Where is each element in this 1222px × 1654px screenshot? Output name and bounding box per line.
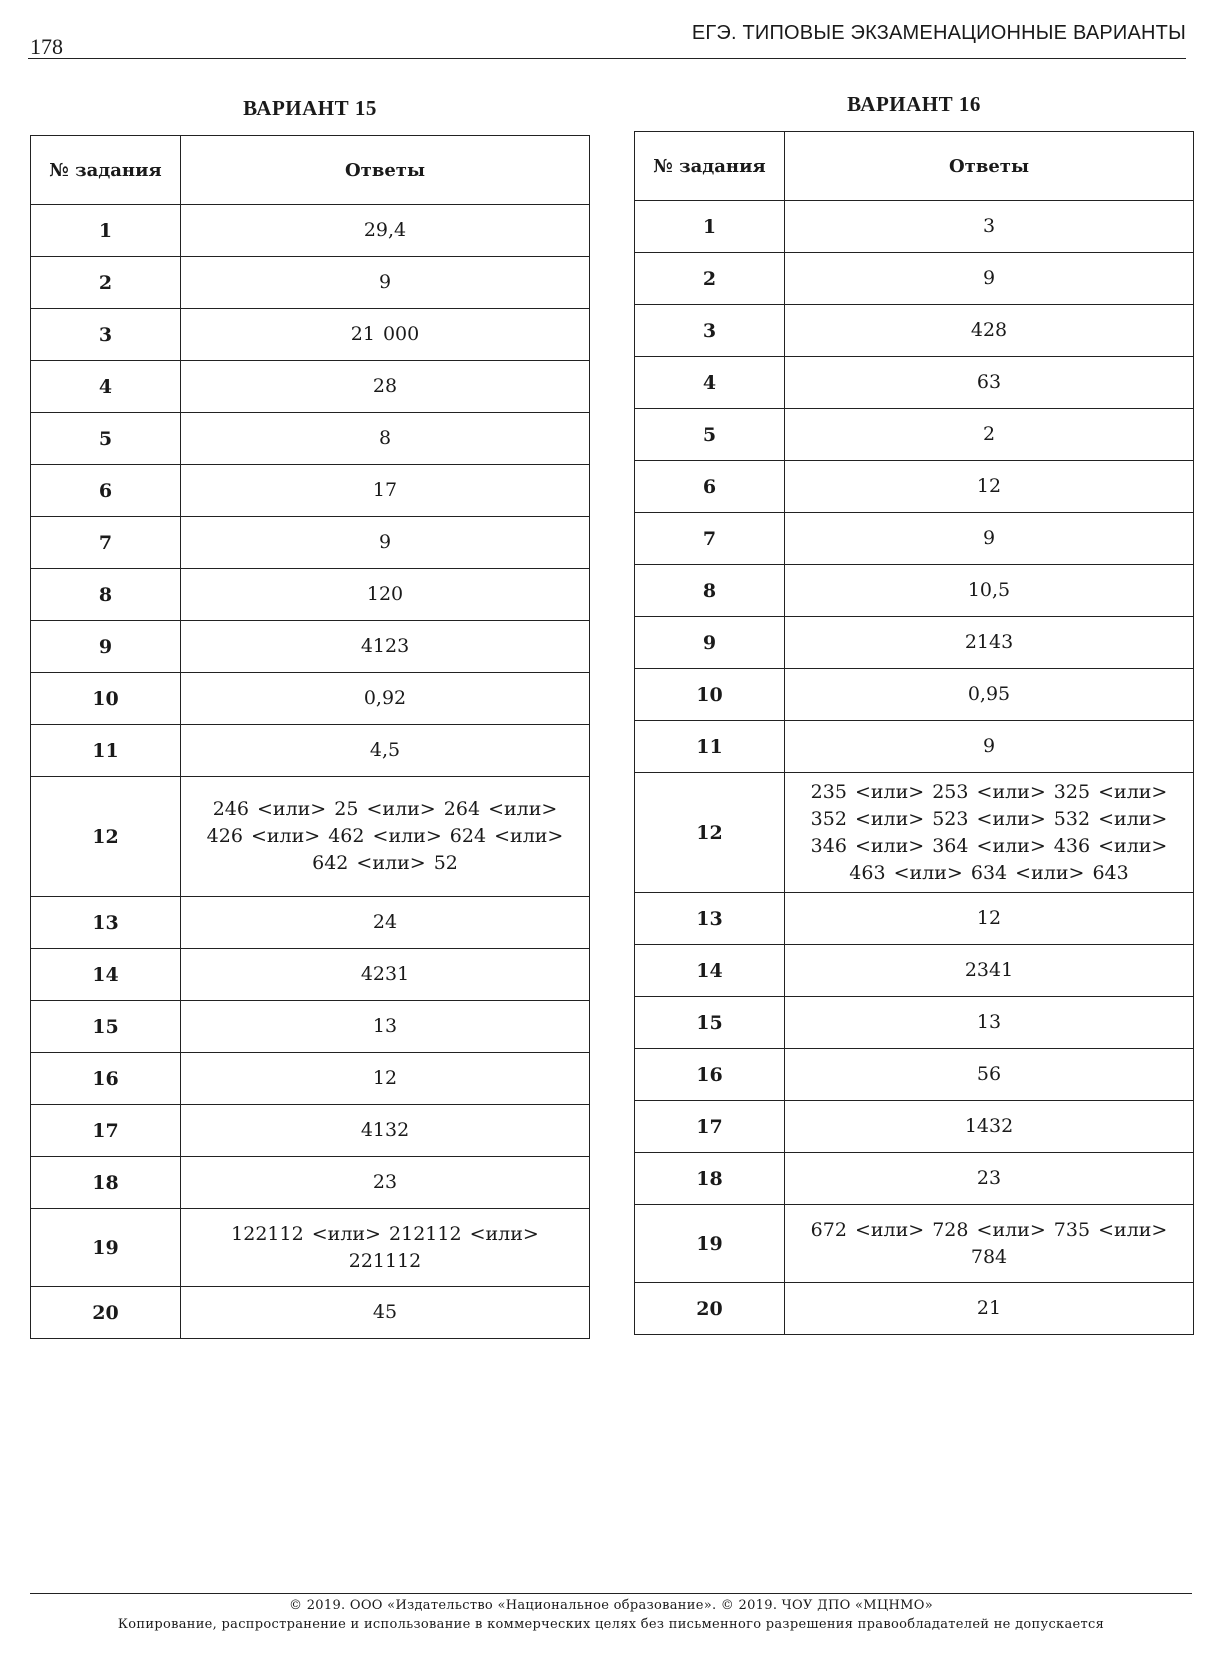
- variant-15-title: ВАРИАНТ 15: [243, 96, 377, 120]
- table-row: [635, 461, 1194, 513]
- answer-cell: 4231: [181, 949, 590, 1001]
- task-number-cell: 10: [31, 673, 181, 725]
- task-number-cell: 17: [635, 1101, 785, 1153]
- task-number-cell: 11: [635, 721, 785, 773]
- table-row: [635, 201, 1194, 253]
- task-number-cell: 4: [31, 361, 181, 413]
- answer-cell: 120: [181, 569, 590, 621]
- table-row: [635, 1283, 1194, 1335]
- task-number-cell: 19: [635, 1205, 785, 1283]
- table-row: [635, 357, 1194, 409]
- table-row: [31, 949, 590, 1001]
- task-number-cell: 3: [635, 305, 785, 357]
- answers-header: Ответы: [785, 132, 1194, 201]
- task-number-cell: 12: [31, 777, 181, 897]
- answer-cell: 8: [181, 413, 590, 465]
- answers-header: Ответы: [181, 136, 590, 205]
- answer-cell: 2: [785, 409, 1194, 461]
- task-number-cell: 18: [31, 1157, 181, 1209]
- task-number-cell: 5: [635, 409, 785, 461]
- task-number-cell: 1: [635, 201, 785, 253]
- answer-cell: 29,4: [181, 205, 590, 257]
- task-number-cell: 9: [31, 621, 181, 673]
- table-row: [31, 569, 590, 621]
- task-number-cell: 8: [31, 569, 181, 621]
- table-row: [31, 673, 590, 725]
- answer-cell: 0,95: [785, 669, 1194, 721]
- answer-cell: 45: [181, 1287, 590, 1339]
- answer-cell: 23: [181, 1157, 590, 1209]
- table-header-row: [31, 136, 590, 205]
- answer-cell: 12: [785, 893, 1194, 945]
- answer-cell: 10,5: [785, 565, 1194, 617]
- task-number-cell: 7: [31, 517, 181, 569]
- table-row: [635, 565, 1194, 617]
- task-number-cell: 7: [635, 513, 785, 565]
- task-number-cell: 3: [31, 309, 181, 361]
- answer-cell: 9: [785, 721, 1194, 773]
- answer-cell: 4132: [181, 1105, 590, 1157]
- table-row: [31, 465, 590, 517]
- table-row: [31, 777, 590, 897]
- task-number-cell: 16: [31, 1053, 181, 1105]
- task-number-cell: 8: [635, 565, 785, 617]
- answer-cell: 428: [785, 305, 1194, 357]
- task-number-cell: 19: [31, 1209, 181, 1287]
- copyright-notice: Копирование, распространение и использование в коммерческих целях без письменного разрешения правообладателей не допускается: [117, 1617, 1105, 1632]
- answer-cell: 3: [785, 201, 1194, 253]
- task-number-cell: 13: [635, 893, 785, 945]
- answer-cell: 63: [785, 357, 1194, 409]
- answer-cell: 2143: [785, 617, 1194, 669]
- table-row: [635, 305, 1194, 357]
- task-number-cell: 20: [31, 1287, 181, 1339]
- task-number-cell: 1: [31, 205, 181, 257]
- answer-cell: 9: [181, 257, 590, 309]
- task-number-cell: 18: [635, 1153, 785, 1205]
- answer-cell: 9: [785, 513, 1194, 565]
- answer-cell: 4123: [181, 621, 590, 673]
- task-number-cell: 15: [31, 1001, 181, 1053]
- table-row: [635, 409, 1194, 461]
- table-row: [31, 897, 590, 949]
- header-rule: [28, 58, 1186, 59]
- table-row: [31, 205, 590, 257]
- answer-cell: 122112 <или> 212112 <или> 221112: [181, 1209, 590, 1287]
- table-row: [31, 1053, 590, 1105]
- table-row: [635, 773, 1194, 893]
- task-number-header: № задания: [635, 132, 785, 201]
- answer-cell: 28: [181, 361, 590, 413]
- table-row: [635, 1205, 1194, 1283]
- table-row: [635, 1101, 1194, 1153]
- variant-16-title: ВАРИАНТ 16: [847, 92, 981, 116]
- answer-cell: 56: [785, 1049, 1194, 1101]
- answer-cell: 235 <или> 253 <или> 325 <или> 352 <или> 523 <или> 532 <или> 346 <или> 364 <или> 436 <или> 463 <или> 634 <или> 643: [785, 773, 1194, 893]
- task-number-cell: 16: [635, 1049, 785, 1101]
- footer-rule: [30, 1593, 1192, 1594]
- variant-16-answers-table: [634, 131, 1194, 1335]
- task-number-cell: 10: [635, 669, 785, 721]
- table-row: [635, 893, 1194, 945]
- task-number-cell: 11: [31, 725, 181, 777]
- table-row: [31, 309, 590, 361]
- table-row: [31, 413, 590, 465]
- answer-cell: 0,92: [181, 673, 590, 725]
- table-row: [31, 361, 590, 413]
- answer-cell: 12: [181, 1053, 590, 1105]
- running-title: ЕГЭ. ТИПОВЫЕ ЭКЗАМЕНАЦИОННЫЕ ВАРИАНТЫ: [691, 22, 1186, 44]
- table-header-row: [635, 132, 1194, 201]
- task-number-cell: 9: [635, 617, 785, 669]
- answer-cell: 24: [181, 897, 590, 949]
- answer-cell: 246 <или> 25 <или> 264 <или> 426 <или> 462 <или> 624 <или> 642 <или> 52: [181, 777, 590, 897]
- answer-cell: 2341: [785, 945, 1194, 997]
- table-row: [31, 1001, 590, 1053]
- answer-cell: 21: [785, 1283, 1194, 1335]
- table-row: [31, 1105, 590, 1157]
- table-row: [635, 513, 1194, 565]
- answer-cell: 672 <или> 728 <или> 735 <или> 784: [785, 1205, 1194, 1283]
- task-number-cell: 20: [635, 1283, 785, 1335]
- answer-cell: 13: [181, 1001, 590, 1053]
- table-row: [635, 1049, 1194, 1101]
- task-number-cell: 14: [635, 945, 785, 997]
- answer-cell: 9: [181, 517, 590, 569]
- variant-16-section: [634, 92, 1194, 1335]
- task-number-cell: 5: [31, 413, 181, 465]
- answer-cell: 13: [785, 997, 1194, 1049]
- answer-cell: 12: [785, 461, 1194, 513]
- table-row: [635, 945, 1194, 997]
- task-number-cell: 6: [635, 461, 785, 513]
- table-row: [635, 669, 1194, 721]
- task-number-cell: 17: [31, 1105, 181, 1157]
- table-row: [31, 1209, 590, 1287]
- table-row: [31, 725, 590, 777]
- table-row: [31, 257, 590, 309]
- answer-cell: 1432: [785, 1101, 1194, 1153]
- task-number-cell: 2: [635, 253, 785, 305]
- task-number-cell: 14: [31, 949, 181, 1001]
- task-number-cell: 6: [31, 465, 181, 517]
- answer-cell: 23: [785, 1153, 1194, 1205]
- table-row: [635, 617, 1194, 669]
- table-row: [31, 517, 590, 569]
- table-row: [635, 721, 1194, 773]
- answer-cell: 4,5: [181, 725, 590, 777]
- table-row: [635, 997, 1194, 1049]
- task-number-header: № задания: [31, 136, 181, 205]
- table-row: [31, 1287, 590, 1339]
- answer-cell: 17: [181, 465, 590, 517]
- task-number-cell: 4: [635, 357, 785, 409]
- answer-cell: 21 000: [181, 309, 590, 361]
- page-number: 178: [30, 34, 63, 59]
- table-row: [635, 253, 1194, 305]
- variant-15-answers-table: [30, 135, 590, 1339]
- variant-16-rows: [635, 201, 1194, 1335]
- variant-15-section: [30, 96, 590, 1339]
- table-row: [31, 1157, 590, 1209]
- task-number-cell: 2: [31, 257, 181, 309]
- task-number-cell: 15: [635, 997, 785, 1049]
- task-number-cell: 13: [31, 897, 181, 949]
- table-row: [31, 621, 590, 673]
- copyright-line: © 2019. ООО «Издательство «Национальное образование». © 2019. ЧОУ ДПО «МЦНМО»: [289, 1598, 933, 1613]
- task-number-cell: 12: [635, 773, 785, 893]
- answer-cell: 9: [785, 253, 1194, 305]
- table-row: [635, 1153, 1194, 1205]
- variant-15-rows: [31, 205, 590, 1339]
